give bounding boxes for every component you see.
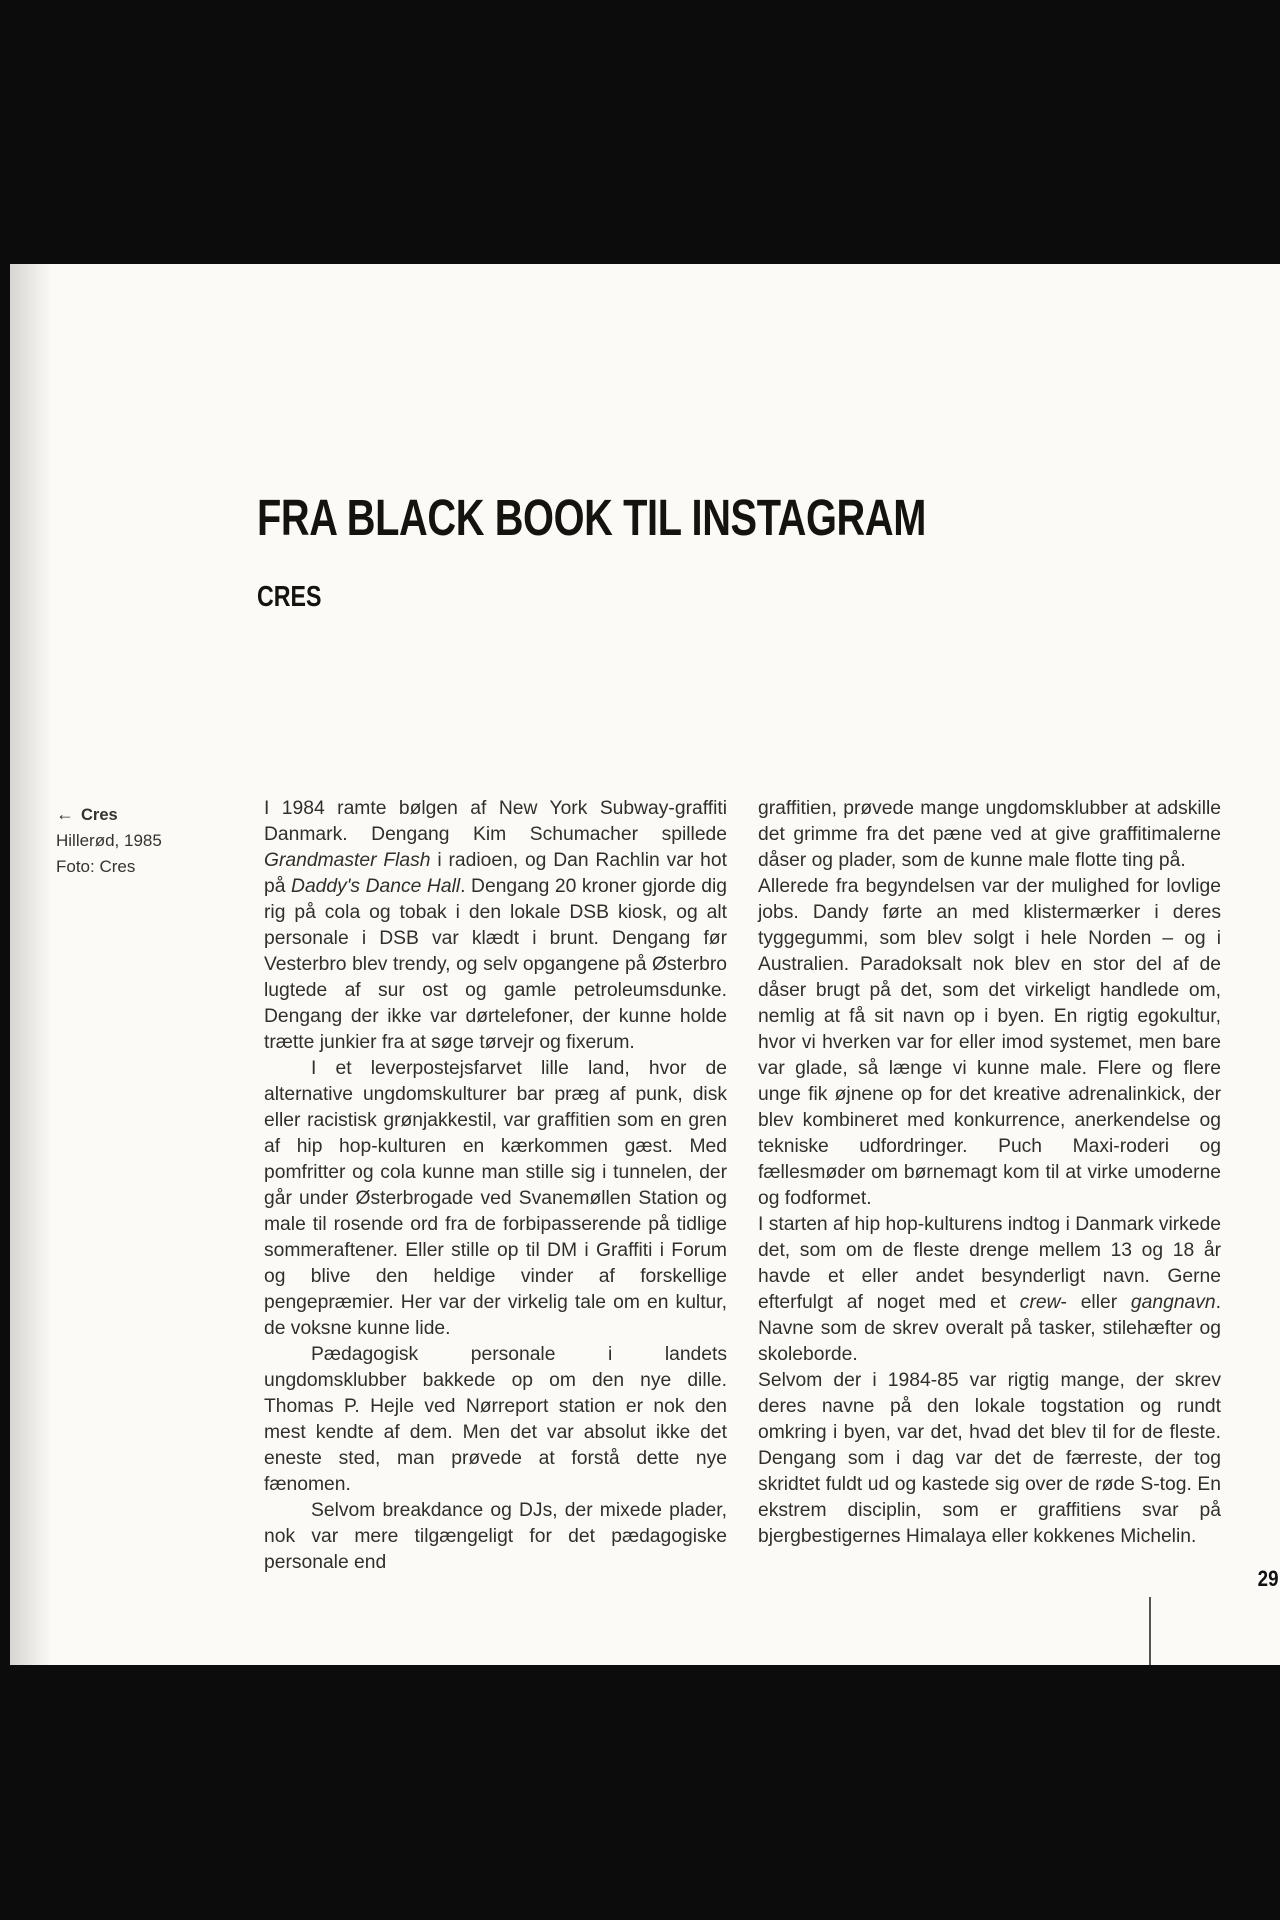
author-name: CRES xyxy=(257,581,322,613)
bottom-black-band xyxy=(0,1665,1280,1920)
article-right-column xyxy=(758,796,1221,1576)
body-paragraph: Allerede fra begyndelsen var der mulighed for lovlige jobs. Dandy førte an med klistermærker i deres tyggegummi, som blev solgt i hele Norden – og i Australien. Paradoksalt nok blev en stor del af de dåser brugt på det, som det virkeligt handlede om, nemlig at få sit navn op i byen. En rigtig egokultur, hvor vi hverken var for eller imod systemet, men bare var glade, så længe vi kunne male. Flere og flere unge fik øjnene op for det kreative adrenalinkick, der blev kombineret med konkurrence, anerkendelse og tekniske udfordringer. Puch Maxi-roderi og fællesmøder om børnemagt kom til at virke umoderne og fodformet. xyxy=(758,876,1221,1209)
body-paragraph: I et leverpostejsfarvet lille land, hvor de alternative ungdomskulturer bar præg af punk, disk eller racistisk grønjakkestil, var graffitien som en gren af hip hop-kulturen en kærkommen gæst. Med pomfritter og cola kunne man stille sig i tunnelen, der går under Østerbrogade ved Svanemøllen Station og male til rosende ord fra de forbipasserende på tidlige sommeraftener. Eller stille op til DM i Graffiti i Forum og blive den heldige vinder af forskellige pengepræmier. Her var der virkelig tale om en kultur, de voksne kunne lide. xyxy=(264,1058,727,1339)
body-paragraph: graffitien, prøvede mange ungdomsklubber at adskille det grimme fra det pæne ved at give graffitimalerne dåser og plader, som de kunne male flotte ting på. xyxy=(758,798,1221,871)
body-paragraph: I starten af hip hop-kulturens indtog i Danmark virkede det, som om de fleste drenge mellem 13 og 18 år havde et eller andet besynderligt navn. Gerne efterfulgt af noget med et crew- eller gangnavn. Navne som de skrev overalt på tasker, stilehæfter og skoleborde. xyxy=(758,1214,1221,1365)
top-black-band xyxy=(0,0,1280,264)
page-fold-line xyxy=(1149,1597,1151,1665)
body-paragraph: I 1984 ramte bølgen af New York Subway-graffiti Danmark. Dengang Kim Schumacher spillede Grandmaster Flash i radioen, og Dan Rachlin var hot på Daddy's Dance Hall. Dengang 20 kroner gjorde dig rig på cola og tobak i den lokale DSB kiosk, og alt personale i DSB var klædt i brunt. Dengang før Vesterbro blev trendy, og selv opgangene på Østerbro lugtede af sur ost og gamle petroleumsdunke. Dengang der ikke var dørtelefoner, der kunne holde trætte junkier fra at søge tørvejr og fixerum. xyxy=(264,798,727,1053)
caption-heading xyxy=(56,801,226,828)
gutter-shadow xyxy=(10,264,52,1665)
left-arrow-icon: ← xyxy=(56,804,74,824)
left-edge-strip xyxy=(0,0,10,1920)
body-paragraph: Selvom breakdance og DJs, der mixede plader, nok var mere tilgængeligt for det pædagogiske personale end xyxy=(264,1500,727,1573)
article-left-column xyxy=(264,796,727,1576)
page-number: 29 xyxy=(1257,1566,1278,1591)
photo-caption xyxy=(56,801,226,880)
body-paragraph: Pædagogisk personale i landets ungdomsklubber bakkede op om den nye dille. Thomas P. Hejle ved Nørreport station er nok den mest kendte af dem. Men det var absolut ikke det eneste sted, man prøvede at forstå dette nye fænomen. xyxy=(264,1344,727,1495)
body-paragraph: Selvom der i 1984-85 var rigtig mange, der skrev deres navne på den lokale togstation og rundt omkring i byen, var det, hvad det blev til for de fleste. Dengang som i dag var det de færreste, der tog skridtet fuldt ud og kastede sig over de røde S-tog. En ekstrem disciplin, som er graffitiens svar på bjergbestigernes Himalaya eller kokkenes Michelin. xyxy=(758,1370,1221,1547)
page-title: FRA BLACK BOOK TIL INSTAGRAM xyxy=(257,489,926,546)
caption-name: Cres xyxy=(81,806,118,824)
caption-location: Hillerød, 1985 xyxy=(56,831,162,850)
caption-credit: Foto: Cres xyxy=(56,857,136,876)
article-body xyxy=(264,796,1222,1576)
